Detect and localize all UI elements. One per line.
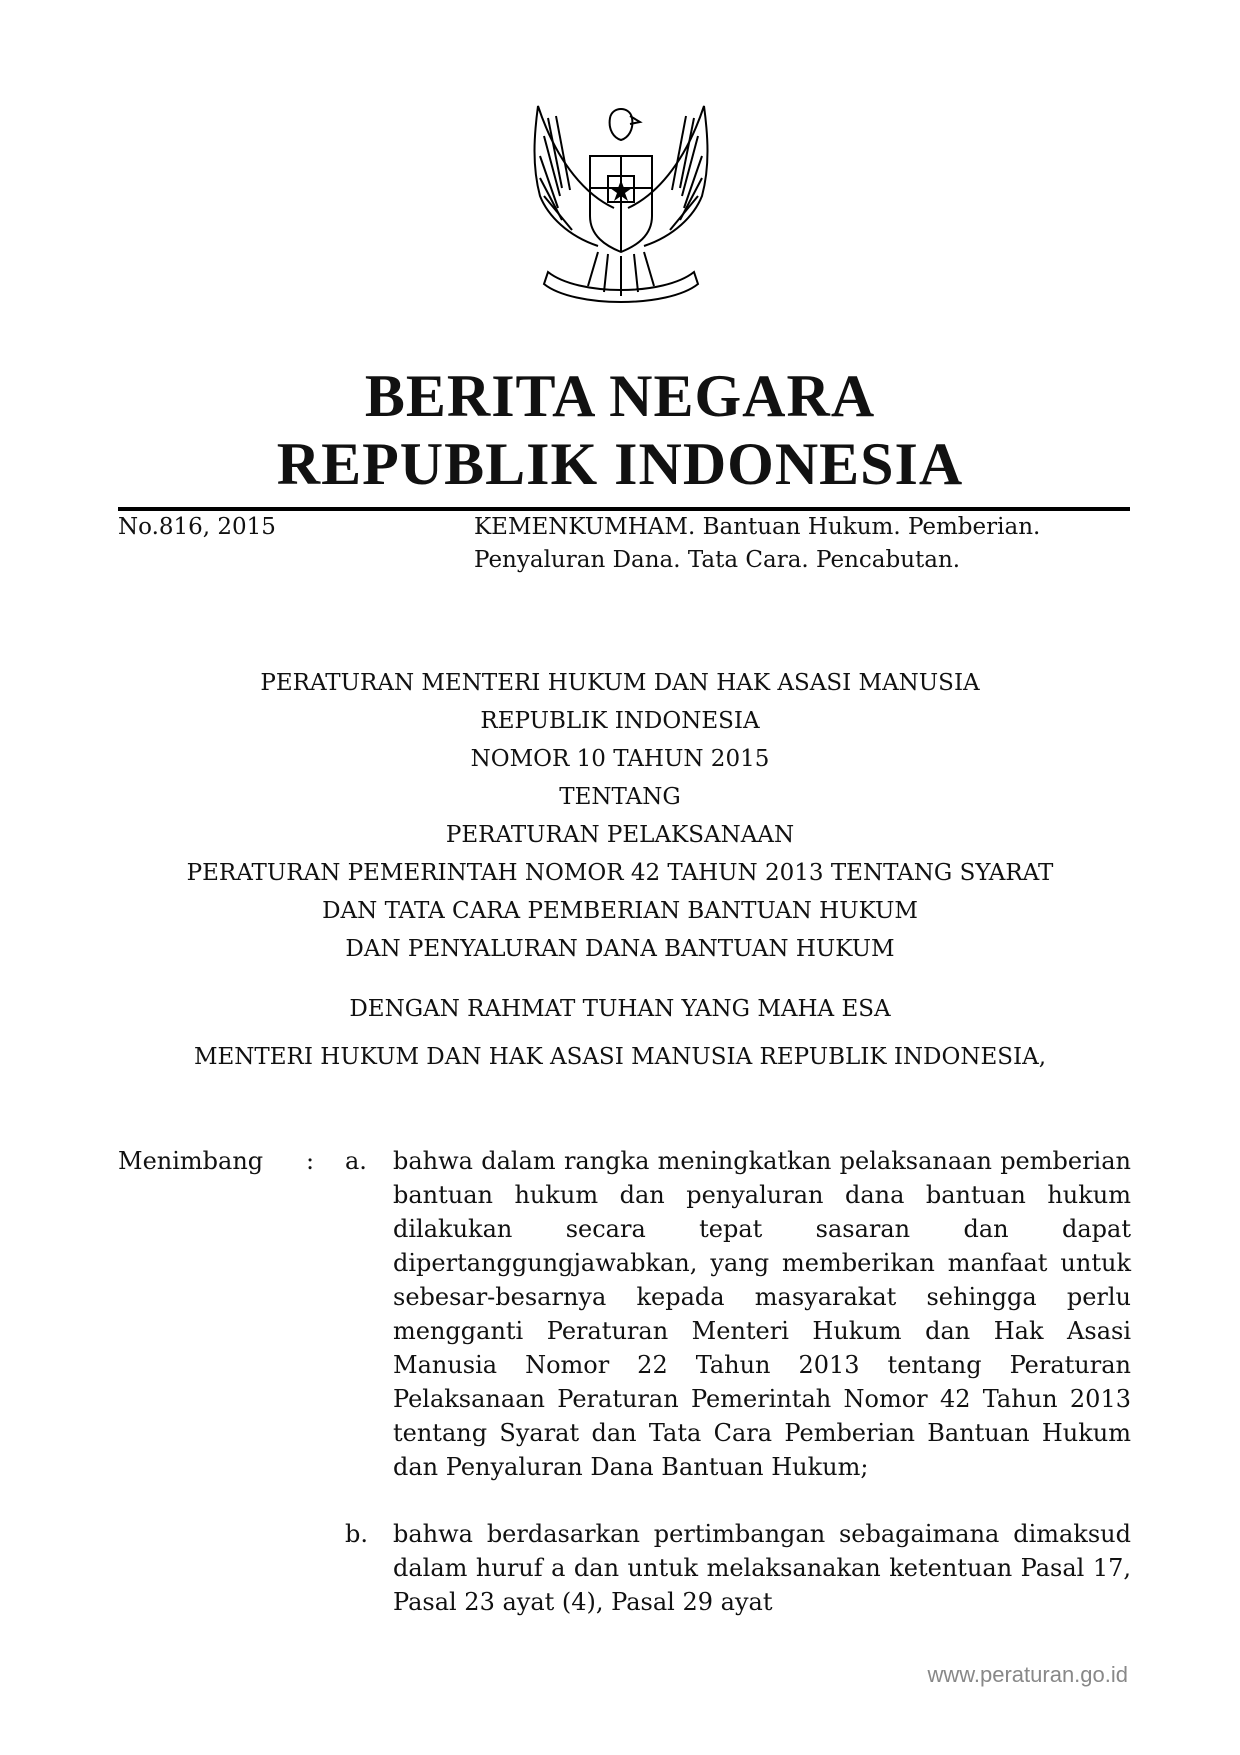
heading-line: DAN PENYALURAN DANA BANTUAN HUKUM [345, 936, 895, 962]
minister-line: MENTERI HUKUM DAN HAK ASASI MANUSIA REPUBLIK INDONESIA, [193, 1044, 1047, 1070]
heading-line: PERATURAN PELAKSANAAN [445, 822, 795, 848]
heading-line: NOMOR 10 TAHUN 2015 [470, 746, 770, 772]
item-marker-a: a. [345, 1147, 367, 1175]
item-text-a: bahwa dalam rangka meningkatkan pelaksanaan pemberian bantuan hukum dan penyaluran dana bantuan hukum dilakukan secara tepat sasaran dan dapat dipertanggungjawabkan, yang memberikan manfaat untuk sebesar-besarnya kepada masyarakat sehingga perlu mengganti Peraturan Menteri Hukum dan Hak Asasi Manusia Nomor 22 Tahun 2013 tentang Peraturan Pelaksanaan Peraturan Pemerintah Nomor 42 Tahun 2013 tentang Syarat dan Tata Cara Pemberian Bantuan Hukum dan Penyaluran Dana Bantuan Hukum; [393, 1147, 1131, 1481]
heading-line: PERATURAN MENTERI HUKUM DAN HAK ASASI MANUSIA [260, 670, 980, 696]
heading-line: PERATURAN PEMERINTAH NOMOR 42 TAHUN 2013 TENTANG SYARAT [186, 860, 1054, 886]
gazette-summary-line2: Penyaluran Dana. Tata Cara. Pencabutan. [474, 547, 961, 573]
regulation-heading [0, 664, 1240, 968]
garuda-emblem [518, 96, 724, 310]
footer-url[interactable]: www.peraturan.go.id [927, 1662, 1128, 1687]
gazette-title-line2: REPUBLIK INDONESIA [276, 431, 964, 497]
item-marker-b: b. [345, 1520, 368, 1548]
gazette-number: No.816, 2015 [118, 514, 276, 540]
considering-label: Menimbang [118, 1147, 264, 1175]
heading-line: DAN TATA CARA PEMBERIAN BANTUAN HUKUM [322, 898, 918, 924]
blessing-line: DENGAN RAHMAT TUHAN YANG MAHA ESA [349, 996, 891, 1022]
gazette-summary-line1: KEMENKUMHAM. Bantuan Hukum. Pemberian. [474, 514, 1041, 540]
heading-line: REPUBLIK INDONESIA [480, 708, 760, 734]
considering-colon: : [306, 1147, 315, 1175]
heading-line: TENTANG [559, 784, 681, 810]
item-text-b: bahwa berdasarkan pertimbangan sebagaimana dimaksud dalam huruf a dan untuk melaksanakan ketentuan Pasal 17, Pasal 23 ayat (4), Pasal 29 ayat [393, 1520, 1131, 1616]
gazette-title-line1: BERITA NEGARA [364, 363, 876, 429]
garuda-pancasila-icon [518, 96, 724, 310]
